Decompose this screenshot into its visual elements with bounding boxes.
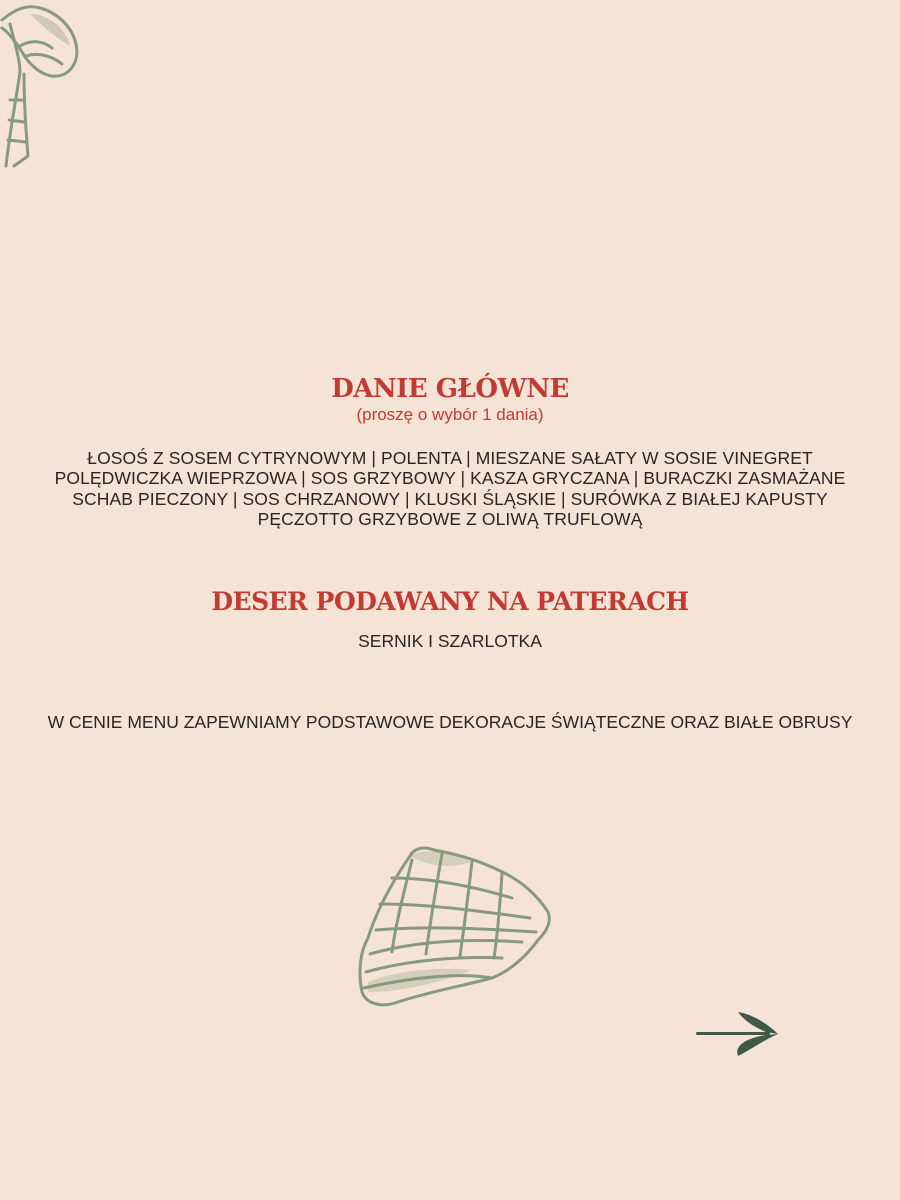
dish-item: POLĘDWICZKA WIEPRZOWA | SOS GRZYBOWY | KASZA GRYCZANA | BURACZKI ZASMAŻANE (54, 468, 846, 489)
dish-item: ŁOSOŚ Z SOSEM CYTRYNOWYM | POLENTA | MIESZANE SAŁATY W SOSIE VINEGRET (87, 448, 813, 468)
dessert-items: SERNIK I SZARLOTKA (358, 631, 542, 651)
main-course-subtitle: (proszę o wybór 1 dania) (356, 405, 544, 424)
lattice-pie-slice-icon (352, 842, 554, 1012)
dish-item: SCHAB PIECZONY | SOS CHRZANOWY | KLUSKI ŚLĄSKIE | SURÓWKA Z BIAŁEJ KAPUSTY (72, 488, 828, 509)
dish-item: PĘCZOTTO GRZYBOWE Z OLIWĄ TRUFLOWĄ (257, 508, 643, 529)
arrow-right-icon[interactable] (694, 1010, 784, 1058)
main-course-title: DANIE GŁÓWNE (331, 374, 569, 404)
dessert-title: DESER PODAWANY NA PATERACH (211, 587, 689, 616)
menu-note: W CENIE MENU ZAPEWNIAMY PODSTAWOWE DEKORACJE ŚWIĄTECZNE ORAZ BIAŁE OBRUSY (47, 712, 853, 732)
ribbon-bow-icon (0, 0, 82, 172)
main-course-dish-list (0, 448, 900, 529)
